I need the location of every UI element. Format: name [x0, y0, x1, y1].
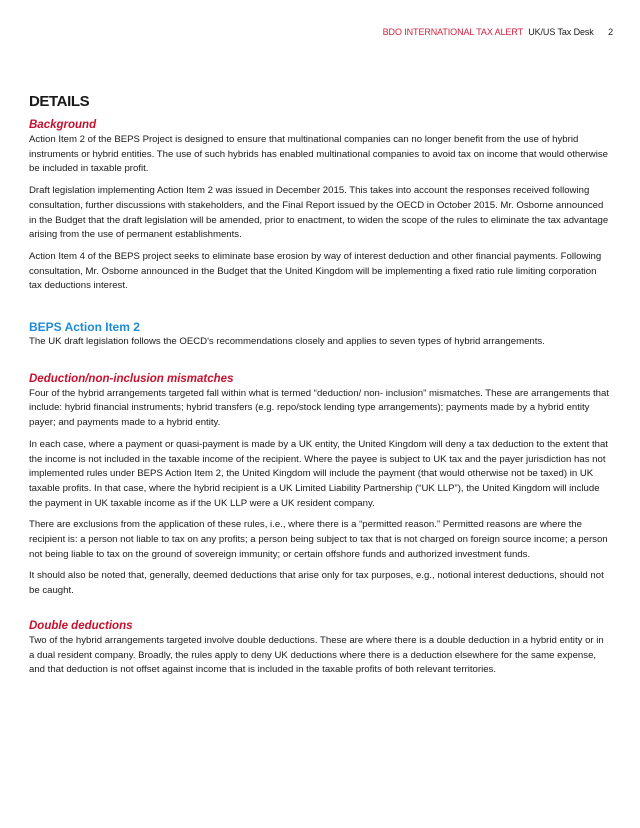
desk-name: UK/US Tax Desk	[528, 27, 594, 37]
paragraph: Draft legislation implementing Action Item 2 was issued in December 2015. This takes into account the responses received following consultation, further discussions with stakeholders, and the Final Report issued by the OECD in October 2015. Mr. Osborne announced in the Budget that the draft legislation will be amended, prior to enactment, to widen the scope of the rules to eliminate the tax advantage arising from the use of permanent establishments.	[29, 185, 609, 241]
double-section	[29, 620, 611, 678]
background-section	[29, 119, 611, 294]
paragraph: The UK draft legislation follows the OECD's recommendations closely and applies to seven types of hybrid arrangements.	[29, 336, 545, 348]
beps-section	[29, 320, 611, 350]
paragraph: It should also be noted that, generally, deemed deductions that arise only for tax purposes, e.g., notional interest deductions, should not be caught.	[29, 570, 604, 597]
page-header	[383, 27, 613, 37]
paragraph: Action Item 2 of the BEPS Project is designed to ensure that multinational companies can no longer benefit from the use of hybrid instruments or hybrid entities. The use of such hybrids has enabled multinational companies to avoid tax on income that would otherwise be included in taxable profit.	[29, 134, 608, 175]
double-heading: Double deductions	[29, 619, 133, 632]
page-number: 2	[608, 27, 613, 37]
beps-heading: BEPS Action Item 2	[29, 320, 140, 335]
background-heading: Background	[29, 119, 97, 131]
paragraph: In each case, where a payment or quasi-payment is made by a UK entity, the United Kingdom will deny a tax deduction to the extent that the income is not included in the taxable income of the recipient. Where the payee is subject to UK tax and the payer jurisdiction has not implemented rules under BEPS Action Item 2, the United Kingdom will include the payment (that would otherwise not be taxed) in UK taxable profits. In that case, where the hybrid recipient is a UK Limited Liability Partnership (“UK LLP”), the United Kingdom will include the payment in UK taxable income as if the UK LLP were a UK resident company.	[29, 438, 608, 509]
paragraph: Action Item 4 of the BEPS project seeks to eliminate base erosion by way of interest deduction and other financial payments. Following consultation, Mr. Osborne announced in the Budget that the United Kingdom will be implementing a fixed ratio rule limiting corporation tax deductions interest.	[29, 250, 602, 292]
section-title: DETAILS	[29, 93, 90, 110]
publication-name: BDO INTERNATIONAL TAX ALERT	[382, 27, 523, 37]
deduction-section	[29, 373, 611, 599]
paragraph: There are exclusions from the application of these rules, i.e., where there is a “permitted reason.” Permitted reasons are where the recipient is: a person not liable to tax on any profits; a person being subject to tax that is not charged on foreign source income; a person not being liable to tax on the ground of sovereign immunity; or certain offshore funds and authorized investment funds.	[29, 519, 608, 560]
paragraph: Four of the hybrid arrangements targeted fall within what is termed “deduction/ non- inclusion” mismatches. These are arrangements that include: hybrid financial instruments; hybrid transfers (e.g. repo/stock lending type arrangements); payments made by a hybrid entity payer; and payments made to a hybrid entity.	[29, 387, 610, 429]
deduction-heading: Deduction/non-inclusion mismatches	[29, 372, 234, 385]
paragraph: Two of the hybrid arrangements targeted involve double deductions. These are where there is a double deduction in a hybrid entity or in a dual resident company. Broadly, the rules apply to deny UK deductions where there is a deduction elsewhere for the same expense, and that deduction is not offset against income that is included in the taxable profits of both relevant territories.	[29, 634, 604, 676]
article-body	[29, 93, 611, 685]
